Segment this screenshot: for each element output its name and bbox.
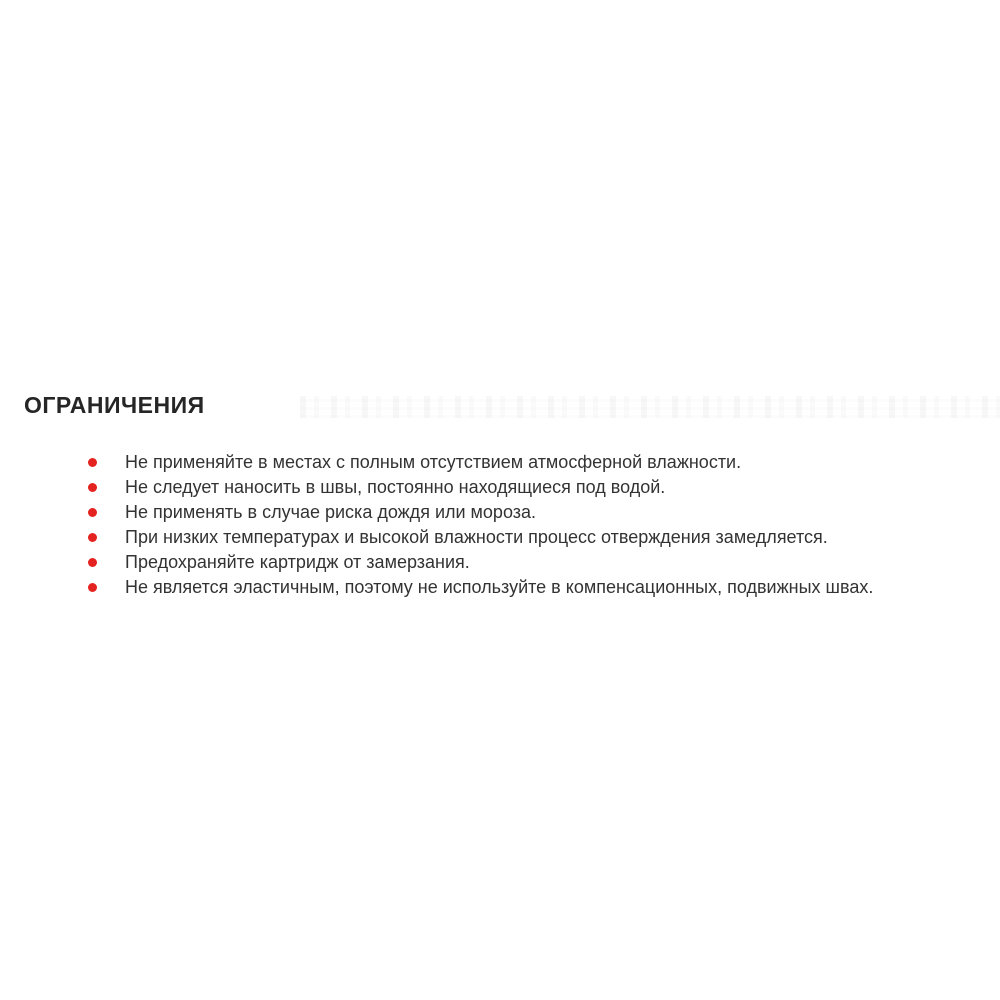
list-item-text: Не следует наносить в швы, постоянно находящиеся под водой. [125, 477, 666, 497]
bullet-icon [88, 533, 97, 542]
bullet-icon [88, 583, 97, 592]
list-item-text: Не применять в случае риска дождя или мороза. [125, 502, 537, 522]
list-item [0, 525, 1000, 550]
list-item [0, 450, 1000, 475]
section-title: ОГРАНИЧЕНИЯ [24, 392, 205, 418]
bullet-icon [88, 508, 97, 517]
bullet-icon [88, 458, 97, 467]
restrictions-list [0, 450, 1000, 600]
list-item [0, 475, 1000, 500]
bullet-icon [88, 558, 97, 567]
list-item-text: Не является эластичным, поэтому не используйте в компенсационных, подвижных швах. [125, 577, 874, 597]
list-item [0, 575, 1000, 600]
scan-artifact-band [300, 396, 1000, 418]
list-item [0, 550, 1000, 575]
list-item-text: Не применяйте в местах с полным отсутствием атмосферной влажности. [125, 452, 742, 472]
list-item-text: Предохраняйте картридж от замерзания. [125, 552, 470, 572]
list-item [0, 500, 1000, 525]
list-item-text: При низких температурах и высокой влажности процесс отверждения замедляется. [125, 527, 828, 547]
bullet-icon [88, 483, 97, 492]
